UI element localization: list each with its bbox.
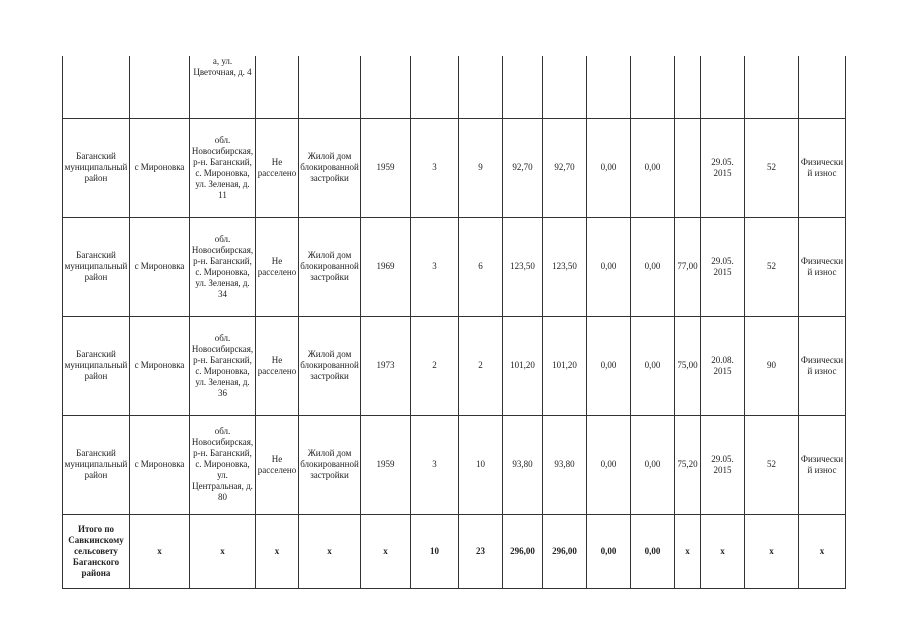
type-cell: Жилой дом блокированной застройки [299,118,361,217]
area-total-cell: 93,80 [503,415,543,514]
table-row-continuation [63,56,846,118]
col12-cell: 0,00 [631,316,675,415]
col7-cell: 3 [411,217,459,316]
col8-cell: 2 [459,316,503,415]
col12-cell: 0,00 [631,118,675,217]
municipality-cell: Баганский муниципальный район [63,316,130,415]
area-res-cell: 101,20 [543,316,587,415]
resettled-cell: Не расселено [256,118,299,217]
col12-cell: 0,00 [631,217,675,316]
reason-cell: Физический износ [799,415,846,514]
total-col7-cell: 10 [411,514,459,588]
table-row [63,217,846,316]
resettled-cell: Не расселено [256,316,299,415]
total-col5-cell: x [299,514,361,588]
settlement-cell: с Мироновка [130,415,190,514]
municipality-cell: Баганский муниципальный район [63,217,130,316]
col15-cell: 52 [745,118,799,217]
table-row [63,118,846,217]
settlement-cell: с Мироновка [130,316,190,415]
area-total-cell: 92,70 [503,118,543,217]
date-cell: 20.08. 2015 [701,316,745,415]
address-cell: а, ул. Цветочная, д. 4 [190,56,256,118]
col13-cell: 75,20 [675,415,701,514]
year-cell: 1959 [361,415,411,514]
area-total-cell: 101,20 [503,316,543,415]
year-cell: 1969 [361,217,411,316]
type-cell: Жилой дом блокированной застройки [299,316,361,415]
municipality-cell: Баганский муниципальный район [63,118,130,217]
housing-table [62,56,846,589]
year-cell: 1973 [361,316,411,415]
col8-cell: 10 [459,415,503,514]
area-total-cell: 123,50 [503,217,543,316]
col13-cell: 75,00 [675,316,701,415]
col7-cell: 3 [411,118,459,217]
year-cell: 1959 [361,118,411,217]
col13-cell: 77,00 [675,217,701,316]
resettled-cell: Не расселено [256,217,299,316]
col11-cell: 0,00 [587,217,631,316]
table-row [63,316,846,415]
table-row [63,415,846,514]
settlement-cell: с Мироновка [130,118,190,217]
col12-cell: 0,00 [631,415,675,514]
address-cell: обл. Новосибирская, р-н. Баганский, с. Мироновка, ул. Зеленая, д. 34 [190,217,256,316]
col7-cell: 3 [411,415,459,514]
total-label-cell: Итого по Савкинскому сельсовету Баганского района [63,514,130,588]
col15-cell: 52 [745,217,799,316]
resettled-cell: Не расселено [256,415,299,514]
type-cell: Жилой дом блокированной застройки [299,217,361,316]
total-col4-cell: x [256,514,299,588]
reason-cell: Физический износ [799,316,846,415]
type-cell: Жилой дом блокированной застройки [299,415,361,514]
total-col3-cell: x [190,514,256,588]
total-col11-cell: 0,00 [587,514,631,588]
col13-cell [675,118,701,217]
total-col16-cell: x [799,514,846,588]
total-col2-cell: x [130,514,190,588]
total-area-res-cell: 296,00 [543,514,587,588]
table-row-total [63,514,846,588]
address-cell: обл. Новосибирская, р-н. Баганский, с. Мироновка, ул. Центральная, д. 80 [190,415,256,514]
address-cell: обл. Новосибирская, р-н. Баганский, с. Мироновка, ул. Зеленая, д. 36 [190,316,256,415]
area-res-cell: 93,80 [543,415,587,514]
col8-cell: 6 [459,217,503,316]
total-col6-cell: x [361,514,411,588]
reason-cell: Физический износ [799,118,846,217]
total-col14-cell: x [701,514,745,588]
col15-cell: 90 [745,316,799,415]
col11-cell: 0,00 [587,415,631,514]
col15-cell: 52 [745,415,799,514]
date-cell: 29.05. 2015 [701,118,745,217]
total-col13-cell: x [675,514,701,588]
col8-cell: 9 [459,118,503,217]
total-area-total-cell: 296,00 [503,514,543,588]
date-cell: 29.05. 2015 [701,415,745,514]
col7-cell: 2 [411,316,459,415]
total-col8-cell: 23 [459,514,503,588]
area-res-cell: 92,70 [543,118,587,217]
col11-cell: 0,00 [587,118,631,217]
date-cell: 29.05. 2015 [701,217,745,316]
area-res-cell: 123,50 [543,217,587,316]
settlement-cell: с Мироновка [130,217,190,316]
address-cell: обл. Новосибирская, р-н. Баганский, с. Мироновка, ул. Зеленая, д. 11 [190,118,256,217]
municipality-cell: Баганский муниципальный район [63,415,130,514]
total-col15-cell: x [745,514,799,588]
reason-cell: Физический износ [799,217,846,316]
col11-cell: 0,00 [587,316,631,415]
total-col12-cell: 0,00 [631,514,675,588]
